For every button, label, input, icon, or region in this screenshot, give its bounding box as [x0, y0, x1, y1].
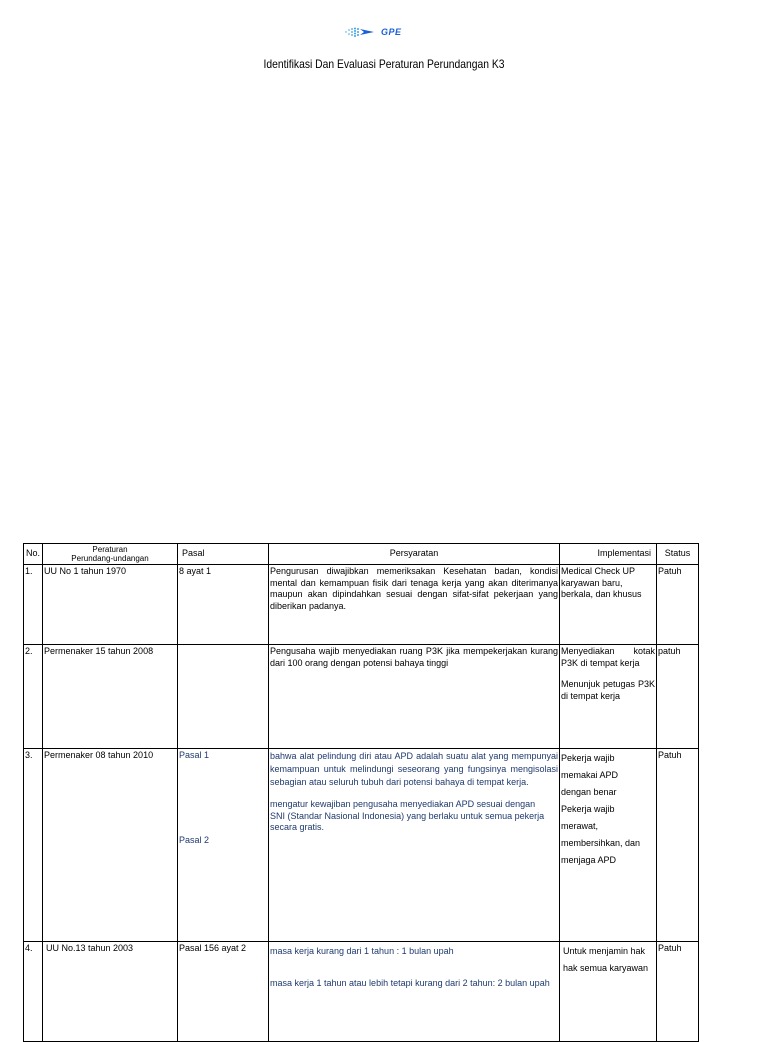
cell-status: Patuh [657, 749, 699, 942]
logo-swoosh-icon [344, 26, 380, 38]
cell-persyaratan [269, 749, 560, 942]
cell-peraturan: Permenaker 08 tahun 2010 [43, 749, 178, 942]
cell-status: Patuh [657, 942, 699, 1042]
persyaratan-item: bahwa alat pelindung diri atau APD adalah suatu alat yang mempunyai kemampuan untuk melindungi seseorang yang fungsinya mengisolasi sebagian atau seluruh tubuh dari potensi bahaya di tempat kerja. [270, 751, 558, 787]
cell-no: 1. [24, 565, 43, 645]
document-title: Identifikasi Dan Evaluasi Peraturan Perundangan K3 [263, 57, 505, 71]
implementasi-item: Pekerja wajib memakai APD dengan benar [561, 753, 619, 797]
header-persyaratan: Persyaratan [269, 544, 560, 565]
implementasi-item: Menyediakan kotak P3K di tempat kerja [561, 646, 655, 668]
persyaratan-item: masa kerja 1 tahun atau lebih tetapi kurang dari 2 tahun: 2 bulan upah [270, 978, 550, 988]
header-peraturan [43, 544, 178, 565]
table-row [24, 565, 699, 645]
table-row [24, 645, 699, 749]
cell-pasal: 8 ayat 1 [178, 565, 269, 645]
gpe-logo [344, 24, 414, 40]
persyaratan-item: mengatur kewajiban pengusaha menyediakan APD sesuai dengan SNI (Standar Nasional Indonesia) yang berlaku untuk semua pekerja secara gratis. [270, 799, 545, 832]
header-no: No. [24, 544, 43, 565]
cell-pasal [178, 645, 269, 749]
table-row [24, 749, 699, 942]
header-status: Status [657, 544, 699, 565]
regulation-table [23, 543, 699, 1042]
implementasi-item: Pekerja wajib merawat, membersihkan, dan menjaga APD [561, 804, 641, 865]
cell-implementasi [560, 645, 657, 749]
cell-implementasi: Untuk menjamin hak hak semua karyawan [560, 942, 657, 1042]
cell-implementasi: Medical Check UP karyawan baru, berkala, dan khusus [560, 565, 657, 645]
cell-status: patuh [657, 645, 699, 749]
cell-peraturan: UU No.13 tahun 2003 [43, 942, 178, 1042]
pasal-item: Pasal 1 [179, 750, 210, 760]
cell-persyaratan: Pengurusan diwajibkan memeriksakan Kesehatan badan, kondisi mental dan kemampuan fisik dari tenaga kerja yang akan diterimanya maupun akan dipindahkan sesuai dengan sifat-sifat pekerjaan yang diberikan padanya. [269, 565, 560, 645]
table-header-row [24, 544, 699, 565]
persyaratan-item: masa kerja kurang dari 1 tahun : 1 bulan upah [270, 946, 454, 956]
table-row [24, 942, 699, 1042]
cell-no: 4. [24, 942, 43, 1042]
cell-pasal [178, 749, 269, 942]
cell-persyaratan [269, 942, 560, 1042]
cell-peraturan: Permenaker 15 tahun 2008 [43, 645, 178, 749]
pasal-item: Pasal 2 [179, 834, 210, 845]
header-pasal: Pasal [178, 544, 269, 565]
logo-text: GPE [381, 27, 402, 37]
cell-no: 3. [24, 749, 43, 942]
cell-implementasi [560, 749, 657, 942]
header-implementasi: Implementasi [560, 544, 657, 565]
header-peraturan-line2: Perundang-undangan [71, 554, 149, 563]
cell-persyaratan: Pengusaha wajib menyediakan ruang P3K jika mempekerjakan kurang dari 100 orang dengan potensi bahaya tinggi [269, 645, 560, 749]
cell-status: Patuh [657, 565, 699, 645]
cell-peraturan: UU No 1 tahun 1970 [43, 565, 178, 645]
header-peraturan-line1: Peraturan [92, 545, 128, 554]
implementasi-item: Menunjuk petugas P3K di tempat kerja [561, 679, 655, 701]
cell-no: 2. [24, 645, 43, 749]
cell-pasal: Pasal 156 ayat 2 [178, 942, 269, 1042]
